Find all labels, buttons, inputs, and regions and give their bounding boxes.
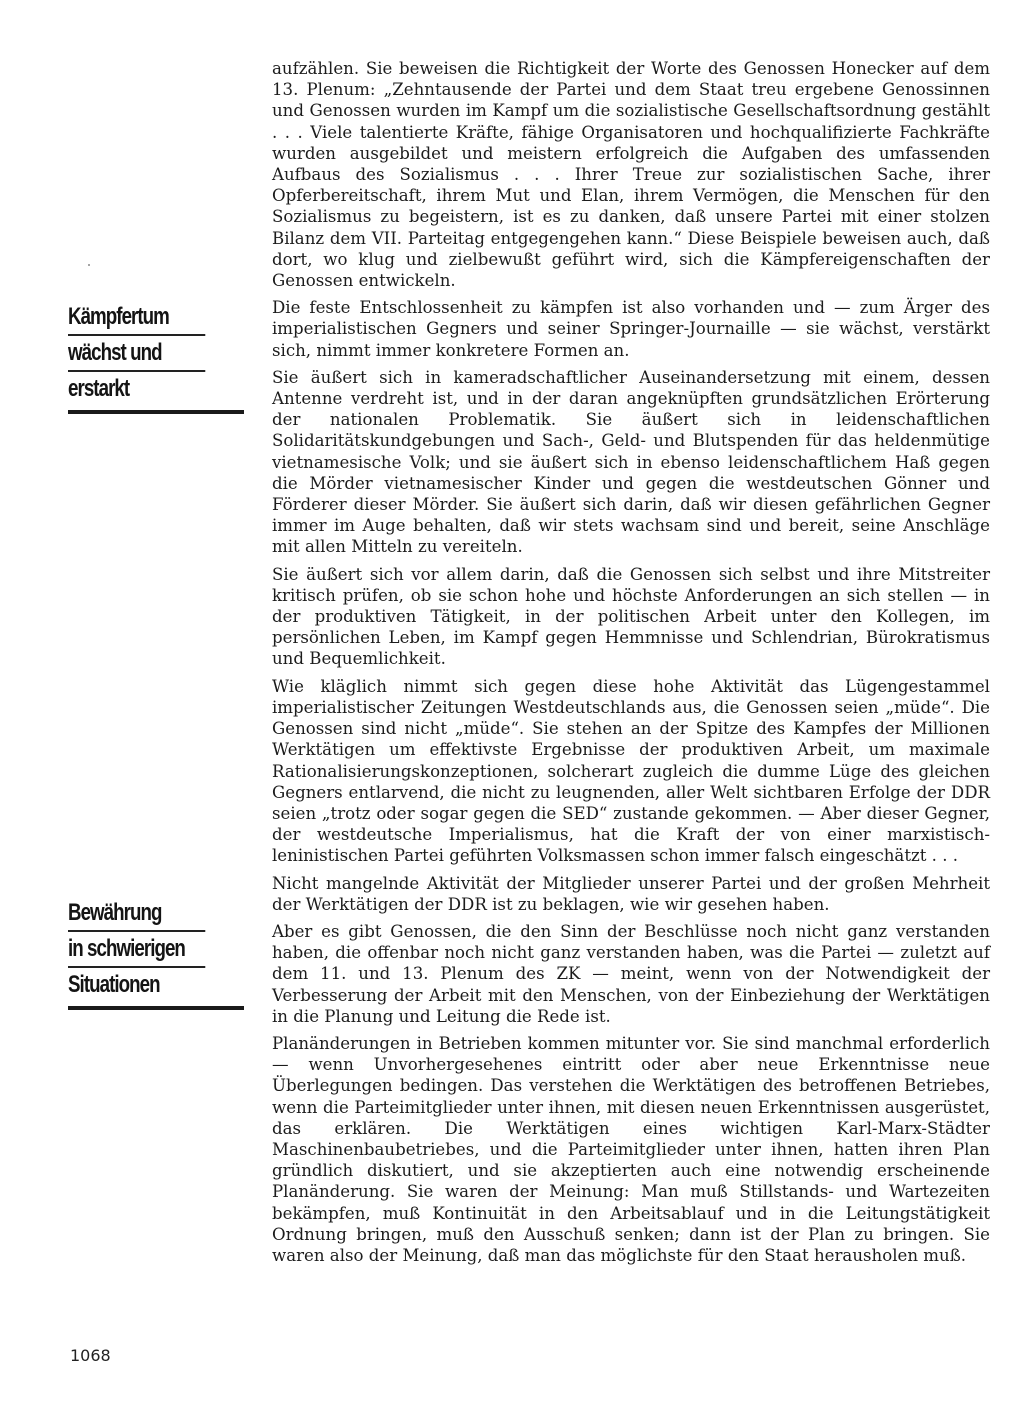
- margin-heading-bewaehrung: [68, 896, 244, 1010]
- text-column: [272, 58, 990, 1272]
- paragraph: Die feste Entschlossenheit zu kämpfen ist also vorhanden und — zum Ärger des imperialistischen Gegners und seiner Springer-Journaille — sie wächst, verstärkt sich, nimmt immer konkretere Formen an.: [272, 298, 990, 360]
- scan-speck: [88, 264, 90, 266]
- paragraph: Aber es gibt Genossen, die den Sinn der Beschlüsse noch nicht ganz verstanden haben, die offenbar noch nicht ganz verstanden haben, was die Partei — zuletzt auf dem 11. und 13. Plenum des ZK — meint, wenn von der Notwendigkeit der Verbesserung der Arbeit mit den Menschen, von der Einbeziehung der Werktätigen in die Planung und Leitung die Rede ist.: [272, 921, 990, 1026]
- margin-heading-line: erstarkt: [68, 375, 130, 402]
- margin-heading-line: Kämpfertum: [68, 300, 205, 336]
- margin-heading-line: in schwierigen: [68, 932, 205, 968]
- paragraph: Planänderungen in Betrieben kommen mitunter vor. Sie sind manchmal erforderlich — wenn Unvorhergesehenes eintritt oder aber neue Erkenntnisse neue Überlegungen bedingen. Das verstehen die Werktätigen des betroffenen Betriebes, wenn die Parteimitglieder unter ihnen, mit diesen neuen Erkenntnissen ausgerüstet, das erklären. Die Werktätigen eines wichtigen Karl-Marx-Städter Maschinenbaubetriebes, und die Parteimitglieder unter ihnen, hatten ihren Plan gründlich diskutiert, und sie akzeptierten auch eine notwendig erscheinende Planänderung. Sie waren der Meinung: Man muß Stillstands- und Wartezeiten bekämpfen, muß Kontinuität in den Arbeitsablauf und in die Leitungstätigkeit Ordnung bringen, muß den Ausschuß senken; dann ist der Plan zu bringen. Sie waren also der Meinung, daß man das möglichste für den Staat herausholen muß.: [272, 1033, 990, 1265]
- paragraph: Wie kläglich nimmt sich gegen diese hohe Aktivität das Lügengestammel imperialistischer Zeitungen Westdeutschlands aus, die Genossen seien „müde“. Die Genossen sind nicht „müde“. Sie stehen an der Spitze des Kampfes der Millionen Werktätigen um effektivste Ergebnisse der produktiven Arbeit, um maximale Rationalisierungskonzeptionen, solcherart zugleich die dumme Lüge des gleichen Gegners entlarvend, die nicht zu leugnenden, aller Welt sichtbaren Erfolge der DDR seien „trotz oder sogar gegen die SED“ zustande gekommen. — Aber dieser Gegner, der westdeutsche Imperialismus, hat die Kraft der von einer marxistisch-leninistischen Partei geführten Volksmassen schon immer falsch eingeschätzt . . .: [272, 676, 990, 866]
- margin-heading-line: Situationen: [68, 971, 160, 998]
- page-number: 1068: [70, 1346, 111, 1365]
- paragraph: aufzählen. Sie beweisen die Richtigkeit der Worte des Genossen Honecker auf dem 13. Plenum: „Zehntausende der Partei und dem Staat treu ergebene Genossinnen und Genossen wurden im Kampf um die sozialistische Gesellschaftsordnung gestählt . . . Viele talentierte Kräfte, fähige Organisatoren und hochqualifizierte Fachkräfte wurden ausgebildet und meistern erfolgreich die Aufgaben des umfassenden Aufbaus des Sozialismus . . . Ihrer Treue zur sozialistischen Sache, ihrer Opferbereitschaft, ihrem Mut und Elan, ihrem Vermögen, die Menschen für den Sozialismus zu begeistern, ist es zu danken, daß unsere Partei mit einer stolzen Bilanz dem VII. Parteitag entgegengehen kann.“ Diese Beispiele beweisen auch, daß dort, wo klug und zielbewußt geführt wird, sich die Kämpfereigenschaften der Genossen entwickeln.: [272, 59, 990, 291]
- paragraph: Sie äußert sich vor allem darin, daß die Genossen sich selbst und ihre Mitstreiter kritisch prüfen, ob sie schon hohe und höchste Anforderungen an sich stellen — in der produktiven Tätigkeit, in der politischen Arbeit unter den Kollegen, im persönlichen Leben, im Kampf gegen Hemmnisse und Schlendrian, Bürokratismus und Bequemlichkeit.: [272, 564, 990, 669]
- margin-heading-line: wächst und: [68, 336, 205, 372]
- paragraph: Nicht mangelnde Aktivität der Mitglieder unserer Partei und der großen Mehrheit der Werktätigen der DDR ist zu beklagen, wie wir gesehen haben.: [272, 873, 990, 914]
- margin-heading-line: Bewährung: [68, 896, 205, 932]
- margin-heading-kaempfertum: [68, 300, 244, 414]
- paragraph: Sie äußert sich in kameradschaftlicher Auseinandersetzung mit einem, dessen Antenne verdreht ist, und in der daran angeknüpften grundsätzlichen Erörterung der nationalen Problematik. Sie äußert sich in leidenschaftlichen Solidaritätskundgebungen und Sach-, Geld- und Blutspenden für das heldenmütige vietnamesische Volk; und sie äußert sich in ebenso leidenschaftlichem Haß gegen die Mörder vietnamesischer Kinder und gegen die westdeutschen Gönner und Förderer dieser Mörder. Sie äußert sich darin, daß wir diesen gefährlichen Gegner immer im Auge behalten, daß wir stets wachsam sind und bereit, seine Anschläge mit allen Mitteln zu vereiteln.: [272, 367, 990, 557]
